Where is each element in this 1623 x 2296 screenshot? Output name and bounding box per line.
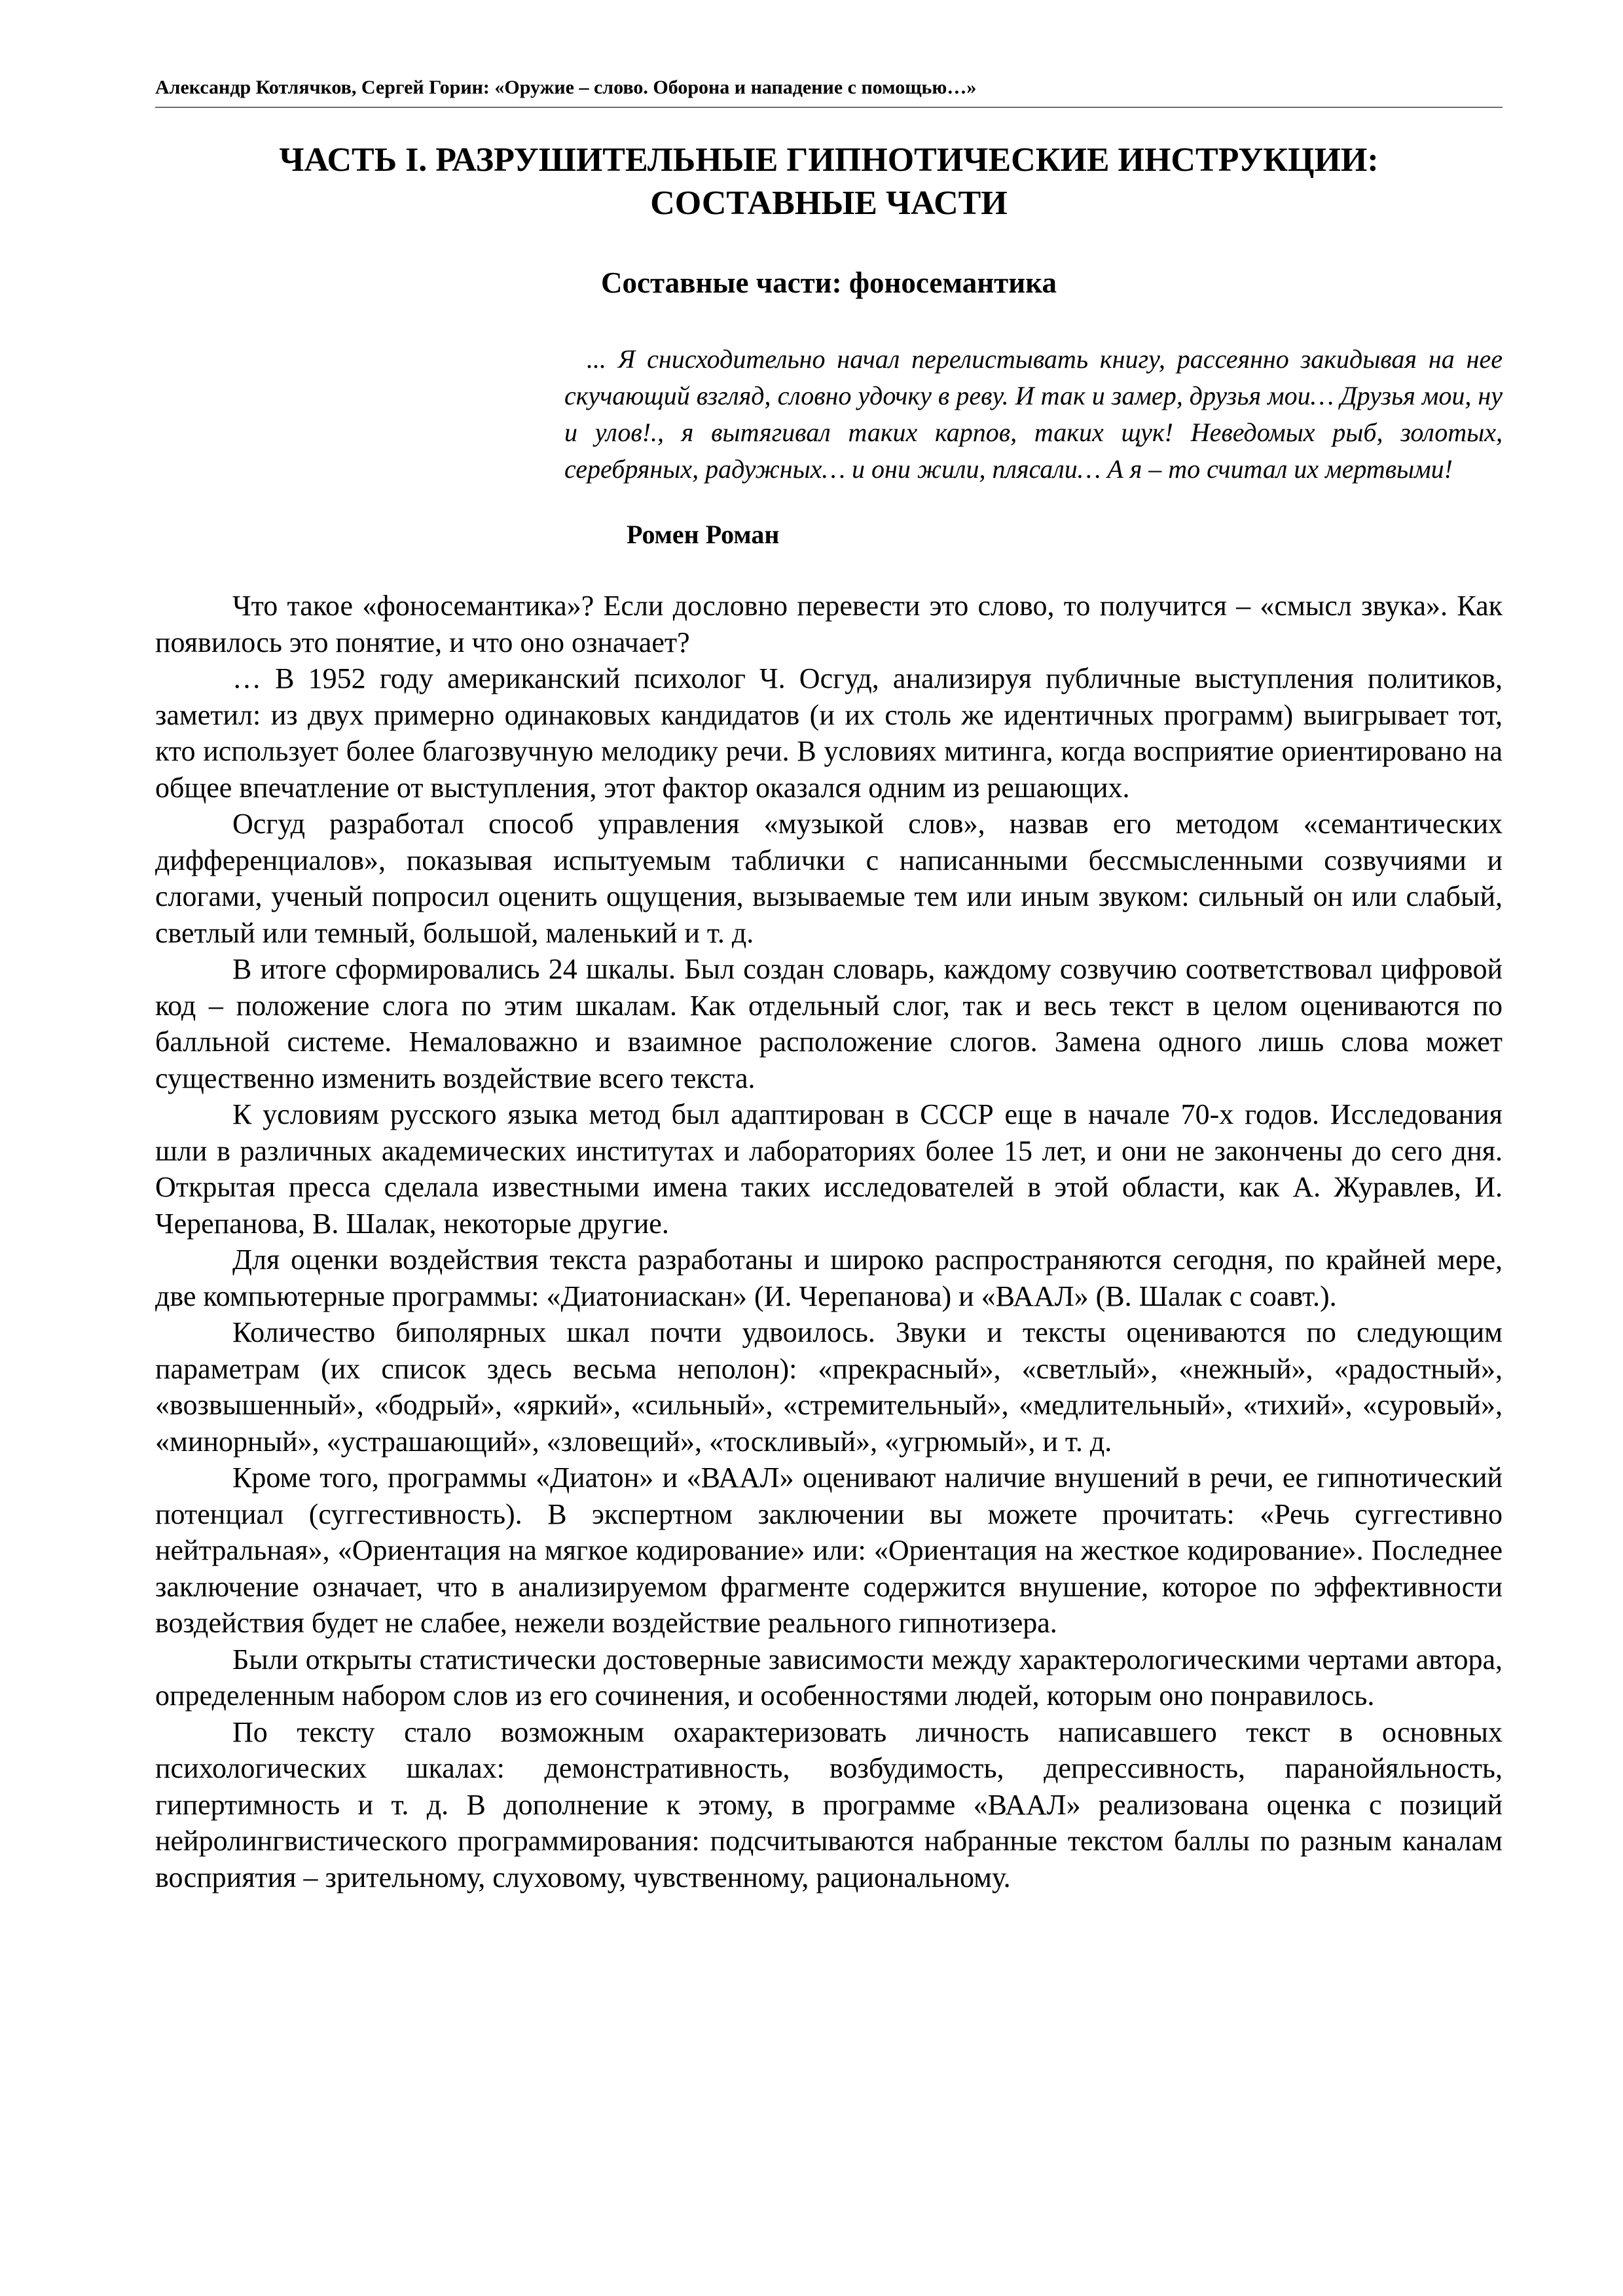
header-divider [155, 107, 1503, 108]
part-title [155, 139, 1503, 225]
part-title-line-2: СОСТАВНЫЕ ЧАСТИ [650, 185, 1008, 222]
paragraph-8: Кроме того, программы «Диатон» и «ВААЛ» оценивают наличие внушений в речи, ее гипнотический потенциал (суггестивность). В экспертном заключении вы можете прочитать: «Речь суггестивно нейтральная», «Ориентация на мягкое кодирование» или: «Ориентация на жесткое кодирование». Последнее заключение означает, что в анализируемом фрагменте содержится внушение, которое по эффективности воздействия будет не слабее, нежели воздействие реального гипнотизера. [155, 1462, 1503, 1639]
epigraph-text: ... Я снисходительно начал перелистывать книгу, рассеянно закидывая на нее скучающий взгляд, словно удочку в реву. И так и замер, друзья мои… Друзья мои, ну и улов!., я вытягивал таких карпов, таких щук! Неведомых рыб, золотых, серебряных, радужных… и они жили, плясали… А я – то считал их мертвыми! [564, 344, 1503, 484]
paragraph-2: … В 1952 году американский психолог Ч. Осгуд, анализируя публичные выступления политиков, заметил: из двух примерно одинаковых кандидатов (и их столь же идентичных программ) выигрывает тот, кто использует более благозвучную мелодику речи. В условиях митинга, когда восприятие ориентировано на общее впечатление от выступления, этот фактор оказался одним из решающих. [155, 662, 1503, 804]
section-title: Составные части: фоносемантика [601, 266, 1057, 299]
running-header: Александр Котлячков, Сергей Горин: «Оружие – слово. Оборона и нападение с помощью…» [155, 77, 977, 98]
paragraph-4: В итоге сформировались 24 шкалы. Был создан словарь, каждому созвучию соответствовал цифровой код – положение слога по этим шкалам. Как отдельный слог, так и весь текст в целом оцениваются по балльной системе. Немаловажно и взаимное расположение слогов. Замена одного лишь слова может существенно изменить воздействие всего текста. [155, 953, 1503, 1094]
paragraph-9: Были открыты статистически достоверные зависимости между характерологическими чертами автора, определенным набором слов из его сочинения, и особенностями людей, которым оно понравилось. [155, 1643, 1503, 1712]
paragraph-5: К условиям русского языка метод был адаптирован в СССР еще в начале 70-х годов. Исследования шли в различных академических институтах и лабораториях более 15 лет, и они не закончены до сего дня. Открытая пресса сделала известными имена таких исследователей в этой области, как А. Журавлев, И. Черепанова, В. Шалак, некоторые другие. [155, 1098, 1503, 1240]
epigraph-author: Ромен Роман [627, 520, 780, 549]
paragraph-3: Осгуд разработал способ управления «музыкой слов», назвав его методом «семантических дифференциалов», показывая испытуемым таблички с написанными бессмысленными созвучиями и слогами, ученый попросил оценить ощущения, вызываемые тем или иным звуком: сильный он или слабый, светлый или темный, большой, маленький и т. д. [155, 808, 1503, 949]
paragraph-6: Для оценки воздействия текста разработаны и широко распространяются сегодня, по крайней мере, две компьютерные программы: «Диатониаскан» (И. Черепанова) и «ВААЛ» (В. Шалак с соавт.). [155, 1244, 1503, 1312]
paragraph-7: Количество биполярных шкал почти удвоилось. Звуки и тексты оцениваются по следующим параметрам (их список здесь весьма неполон): «прекрасный», «светлый», «нежный», «радостный», «возвышенный», «бодрый», «яркий», «сильный», «стремительный», «медлительный», «тихий», «суровый», «минорный», «устрашающий», «зловещий», «тоскливый», «угрюмый», и т. д. [155, 1316, 1503, 1458]
paragraph-1: Что такое «фоносемантика»? Если дословно перевести это слово, то получится – «смысл звука». Как появилось это понятие, и что оно означает? [155, 590, 1503, 658]
paragraph-10: По тексту стало возможным охарактеризовать личность написавшего текст в основных психологических шкалах: демонстративность, возбудимость, депрессивность, паранойяльность, гипертимность и т. д. В дополнение к этому, в программе «ВААЛ» реализована оценка с позиций нейролингвистического программирования: подсчитываются набранные текстом баллы по разным каналам восприятия – зрительному, слуховому, чувственному, рациональному. [155, 1715, 1503, 1893]
part-title-line-1: ЧАСТЬ I. РАЗРУШИТЕЛЬНЫЕ ГИПНОТИЧЕСКИЕ ИНСТРУКЦИИ: [279, 141, 1379, 179]
body-text [155, 588, 1503, 1895]
